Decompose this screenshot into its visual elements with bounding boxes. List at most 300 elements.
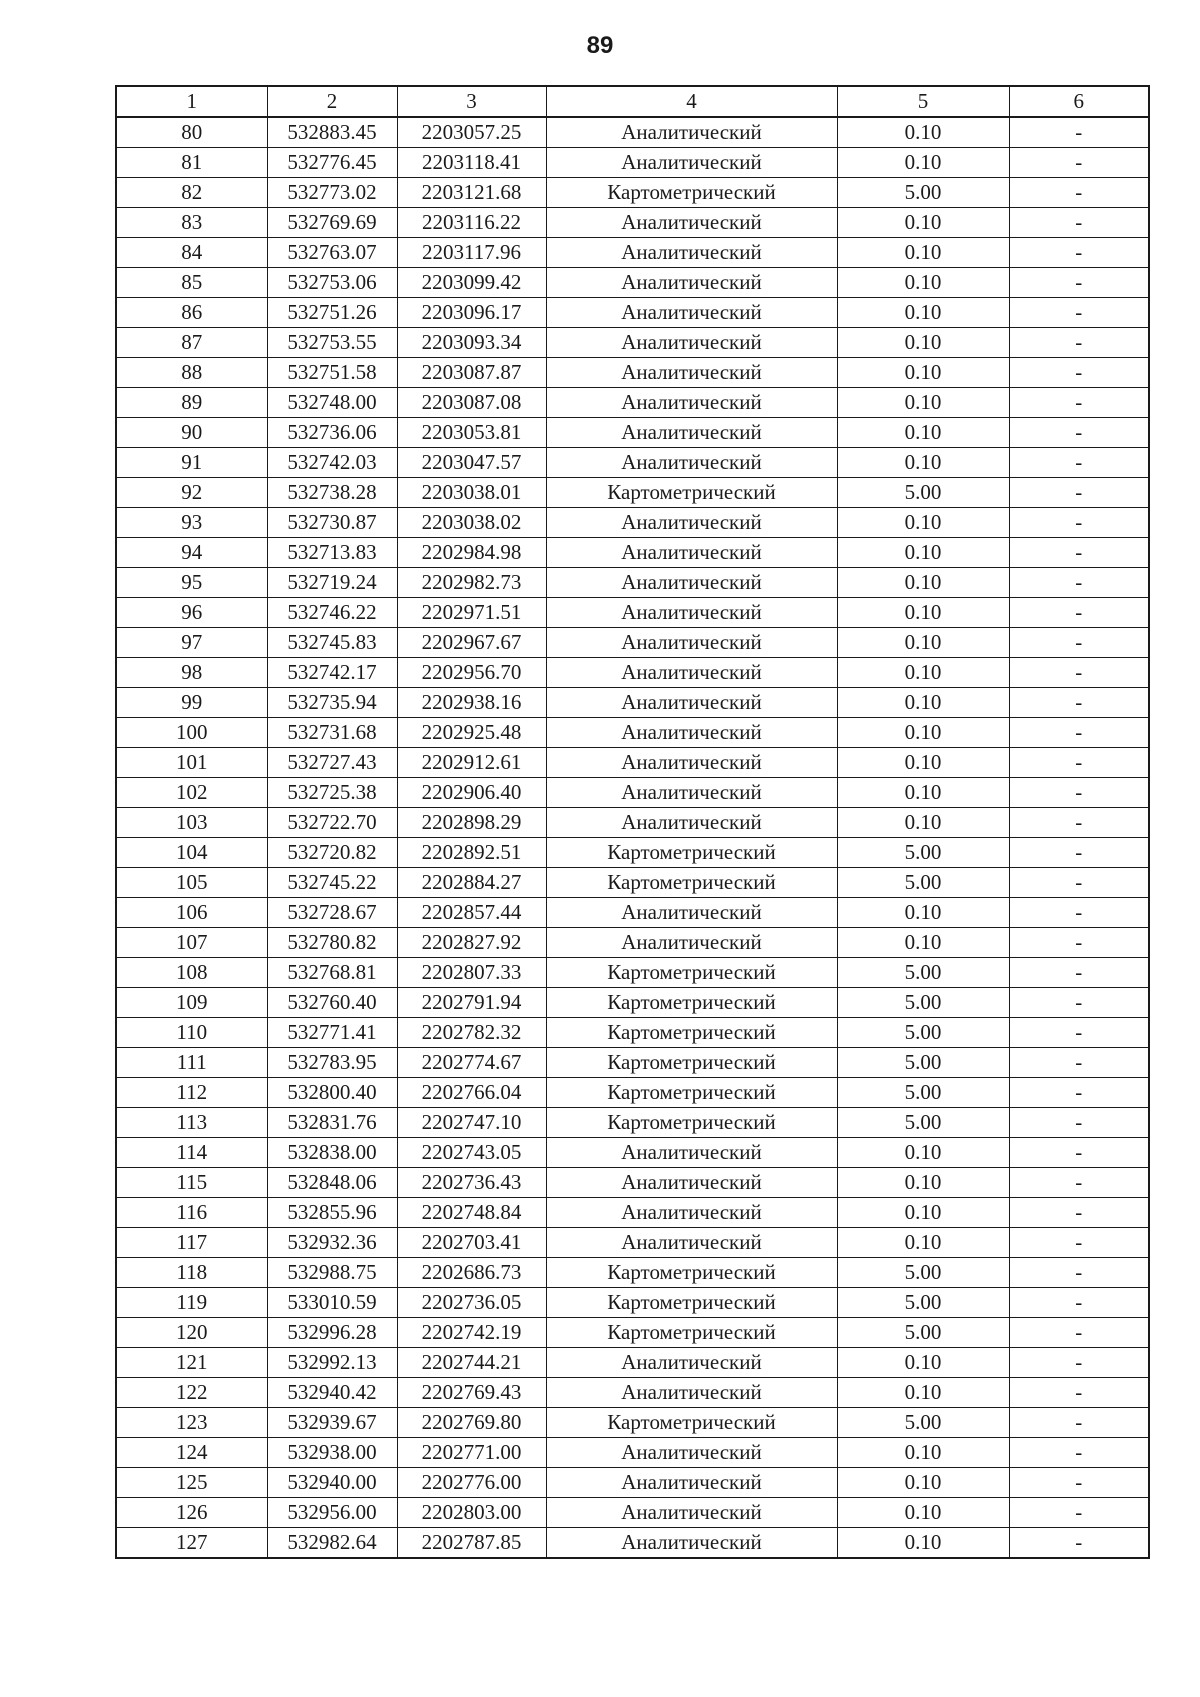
note-cell: -: [1009, 1228, 1149, 1258]
y-coordinate-cell: 2203099.42: [397, 268, 546, 298]
note-cell: -: [1009, 628, 1149, 658]
x-coordinate-cell: 532939.67: [267, 1408, 397, 1438]
table-row: [116, 1078, 1149, 1108]
note-cell: -: [1009, 1438, 1149, 1468]
accuracy-cell: 0.10: [837, 148, 1009, 178]
note-cell: -: [1009, 838, 1149, 868]
accuracy-cell: 0.10: [837, 718, 1009, 748]
column-header-2: 2: [267, 86, 397, 117]
table-row: [116, 1288, 1149, 1318]
point-number-cell: 118: [116, 1258, 267, 1288]
note-cell: -: [1009, 1108, 1149, 1138]
table-row: [116, 148, 1149, 178]
x-coordinate-cell: 532731.68: [267, 718, 397, 748]
point-number-cell: 126: [116, 1498, 267, 1528]
accuracy-cell: 0.10: [837, 208, 1009, 238]
x-coordinate-cell: 532720.82: [267, 838, 397, 868]
y-coordinate-cell: 2202984.98: [397, 538, 546, 568]
note-cell: -: [1009, 1348, 1149, 1378]
method-cell: Аналитический: [546, 117, 837, 148]
note-cell: -: [1009, 778, 1149, 808]
column-header-3: 3: [397, 86, 546, 117]
table-row: [116, 538, 1149, 568]
y-coordinate-cell: 2202857.44: [397, 898, 546, 928]
accuracy-cell: 5.00: [837, 1318, 1009, 1348]
point-number-cell: 112: [116, 1078, 267, 1108]
coordinates-table: [115, 85, 1150, 1559]
table-row: [116, 508, 1149, 538]
method-cell: Аналитический: [546, 1498, 837, 1528]
x-coordinate-cell: 532760.40: [267, 988, 397, 1018]
y-coordinate-cell: 2203038.02: [397, 508, 546, 538]
accuracy-cell: 5.00: [837, 1258, 1009, 1288]
table-row: [116, 117, 1149, 148]
point-number-cell: 108: [116, 958, 267, 988]
note-cell: -: [1009, 568, 1149, 598]
table-row: [116, 1138, 1149, 1168]
column-header-6: 6: [1009, 86, 1149, 117]
x-coordinate-cell: 532848.06: [267, 1168, 397, 1198]
table-row: [116, 928, 1149, 958]
note-cell: -: [1009, 748, 1149, 778]
y-coordinate-cell: 2202736.05: [397, 1288, 546, 1318]
accuracy-cell: 5.00: [837, 1408, 1009, 1438]
note-cell: -: [1009, 358, 1149, 388]
note-cell: -: [1009, 1018, 1149, 1048]
point-number-cell: 105: [116, 868, 267, 898]
table-row: [116, 388, 1149, 418]
point-number-cell: 83: [116, 208, 267, 238]
note-cell: -: [1009, 1378, 1149, 1408]
point-number-cell: 85: [116, 268, 267, 298]
method-cell: Аналитический: [546, 1138, 837, 1168]
accuracy-cell: 0.10: [837, 1198, 1009, 1228]
note-cell: -: [1009, 1078, 1149, 1108]
accuracy-cell: 0.10: [837, 778, 1009, 808]
point-number-cell: 117: [116, 1228, 267, 1258]
y-coordinate-cell: 2202743.05: [397, 1138, 546, 1168]
y-coordinate-cell: 2202803.00: [397, 1498, 546, 1528]
point-number-cell: 116: [116, 1198, 267, 1228]
accuracy-cell: 0.10: [837, 418, 1009, 448]
y-coordinate-cell: 2202769.43: [397, 1378, 546, 1408]
table-row: [116, 568, 1149, 598]
method-cell: Аналитический: [546, 1348, 837, 1378]
method-cell: Аналитический: [546, 778, 837, 808]
y-coordinate-cell: 2202884.27: [397, 868, 546, 898]
x-coordinate-cell: 532738.28: [267, 478, 397, 508]
point-number-cell: 109: [116, 988, 267, 1018]
accuracy-cell: 0.10: [837, 568, 1009, 598]
page-number: 89: [586, 32, 614, 59]
point-number-cell: 113: [116, 1108, 267, 1138]
point-number-cell: 119: [116, 1288, 267, 1318]
point-number-cell: 94: [116, 538, 267, 568]
point-number-cell: 114: [116, 1138, 267, 1168]
y-coordinate-cell: 2203093.34: [397, 328, 546, 358]
accuracy-cell: 5.00: [837, 478, 1009, 508]
method-cell: Картометрический: [546, 178, 837, 208]
x-coordinate-cell: 532940.00: [267, 1468, 397, 1498]
table-row: [116, 1258, 1149, 1288]
point-number-cell: 124: [116, 1438, 267, 1468]
accuracy-cell: 5.00: [837, 958, 1009, 988]
y-coordinate-cell: 2202747.10: [397, 1108, 546, 1138]
accuracy-cell: 0.10: [837, 1228, 1009, 1258]
method-cell: Аналитический: [546, 598, 837, 628]
accuracy-cell: 0.10: [837, 298, 1009, 328]
table-body: [116, 117, 1149, 1558]
x-coordinate-cell: 532725.38: [267, 778, 397, 808]
method-cell: Аналитический: [546, 418, 837, 448]
column-header-1: 1: [116, 86, 267, 117]
x-coordinate-cell: 532932.36: [267, 1228, 397, 1258]
method-cell: Картометрический: [546, 1108, 837, 1138]
method-cell: Аналитический: [546, 718, 837, 748]
point-number-cell: 88: [116, 358, 267, 388]
x-coordinate-cell: 532719.24: [267, 568, 397, 598]
x-coordinate-cell: 532956.00: [267, 1498, 397, 1528]
table-row: [116, 178, 1149, 208]
table-row: [116, 1018, 1149, 1048]
note-cell: -: [1009, 898, 1149, 928]
table-row: [116, 418, 1149, 448]
point-number-cell: 106: [116, 898, 267, 928]
accuracy-cell: 0.10: [837, 748, 1009, 778]
table-row: [116, 628, 1149, 658]
table-row: [116, 1318, 1149, 1348]
x-coordinate-cell: 532938.00: [267, 1438, 397, 1468]
note-cell: -: [1009, 1408, 1149, 1438]
x-coordinate-cell: 532748.00: [267, 388, 397, 418]
note-cell: -: [1009, 1528, 1149, 1559]
method-cell: Картометрический: [546, 838, 837, 868]
method-cell: Аналитический: [546, 358, 837, 388]
y-coordinate-cell: 2202742.19: [397, 1318, 546, 1348]
table-row: [116, 1378, 1149, 1408]
point-number-cell: 122: [116, 1378, 267, 1408]
y-coordinate-cell: 2202791.94: [397, 988, 546, 1018]
accuracy-cell: 5.00: [837, 1288, 1009, 1318]
point-number-cell: 102: [116, 778, 267, 808]
note-cell: -: [1009, 1318, 1149, 1348]
accuracy-cell: 0.10: [837, 388, 1009, 418]
point-number-cell: 81: [116, 148, 267, 178]
method-cell: Аналитический: [546, 208, 837, 238]
table-row: [116, 778, 1149, 808]
note-cell: -: [1009, 1138, 1149, 1168]
y-coordinate-cell: 2202956.70: [397, 658, 546, 688]
note-cell: -: [1009, 1048, 1149, 1078]
table-row: [116, 1198, 1149, 1228]
accuracy-cell: 5.00: [837, 1048, 1009, 1078]
point-number-cell: 120: [116, 1318, 267, 1348]
method-cell: Аналитический: [546, 898, 837, 928]
y-coordinate-cell: 2202766.04: [397, 1078, 546, 1108]
accuracy-cell: 0.10: [837, 1138, 1009, 1168]
y-coordinate-cell: 2202807.33: [397, 958, 546, 988]
accuracy-cell: 0.10: [837, 238, 1009, 268]
accuracy-cell: 0.10: [837, 688, 1009, 718]
x-coordinate-cell: 532773.02: [267, 178, 397, 208]
y-coordinate-cell: 2202971.51: [397, 598, 546, 628]
method-cell: Аналитический: [546, 1228, 837, 1258]
accuracy-cell: 5.00: [837, 1018, 1009, 1048]
method-cell: Аналитический: [546, 1438, 837, 1468]
point-number-cell: 115: [116, 1168, 267, 1198]
x-coordinate-cell: 533010.59: [267, 1288, 397, 1318]
x-coordinate-cell: 532745.22: [267, 868, 397, 898]
accuracy-cell: 0.10: [837, 1468, 1009, 1498]
table-row: [116, 1408, 1149, 1438]
method-cell: Аналитический: [546, 628, 837, 658]
note-cell: -: [1009, 508, 1149, 538]
y-coordinate-cell: 2202703.41: [397, 1228, 546, 1258]
method-cell: Аналитический: [546, 1468, 837, 1498]
x-coordinate-cell: 532883.45: [267, 117, 397, 148]
point-number-cell: 96: [116, 598, 267, 628]
note-cell: -: [1009, 1498, 1149, 1528]
point-number-cell: 90: [116, 418, 267, 448]
accuracy-cell: 0.10: [837, 1168, 1009, 1198]
x-coordinate-cell: 532745.83: [267, 628, 397, 658]
y-coordinate-cell: 2202906.40: [397, 778, 546, 808]
point-number-cell: 127: [116, 1528, 267, 1559]
x-coordinate-cell: 532763.07: [267, 238, 397, 268]
point-number-cell: 111: [116, 1048, 267, 1078]
method-cell: Картометрический: [546, 958, 837, 988]
method-cell: Аналитический: [546, 448, 837, 478]
method-cell: Аналитический: [546, 238, 837, 268]
method-cell: Аналитический: [546, 748, 837, 778]
table-row: [116, 238, 1149, 268]
table-row: [116, 1468, 1149, 1498]
point-number-cell: 92: [116, 478, 267, 508]
x-coordinate-cell: 532722.70: [267, 808, 397, 838]
x-coordinate-cell: 532940.42: [267, 1378, 397, 1408]
accuracy-cell: 0.10: [837, 1528, 1009, 1559]
note-cell: -: [1009, 328, 1149, 358]
method-cell: Аналитический: [546, 1378, 837, 1408]
accuracy-cell: 0.10: [837, 1348, 1009, 1378]
x-coordinate-cell: 532746.22: [267, 598, 397, 628]
x-coordinate-cell: 532742.03: [267, 448, 397, 478]
table-row: [116, 1168, 1149, 1198]
y-coordinate-cell: 2203096.17: [397, 298, 546, 328]
accuracy-cell: 0.10: [837, 1498, 1009, 1528]
method-cell: Аналитический: [546, 328, 837, 358]
table-row: [116, 1108, 1149, 1138]
method-cell: Картометрический: [546, 1018, 837, 1048]
column-header-4: 4: [546, 86, 837, 117]
method-cell: Аналитический: [546, 148, 837, 178]
table-row: [116, 958, 1149, 988]
note-cell: -: [1009, 928, 1149, 958]
method-cell: Картометрический: [546, 1288, 837, 1318]
y-coordinate-cell: 2203057.25: [397, 117, 546, 148]
y-coordinate-cell: 2202776.00: [397, 1468, 546, 1498]
table-row: [116, 1528, 1149, 1559]
accuracy-cell: 0.10: [837, 808, 1009, 838]
point-number-cell: 93: [116, 508, 267, 538]
note-cell: -: [1009, 148, 1149, 178]
note-cell: -: [1009, 958, 1149, 988]
y-coordinate-cell: 2203117.96: [397, 238, 546, 268]
note-cell: -: [1009, 178, 1149, 208]
note-cell: -: [1009, 718, 1149, 748]
note-cell: -: [1009, 238, 1149, 268]
x-coordinate-cell: 532769.69: [267, 208, 397, 238]
note-cell: -: [1009, 298, 1149, 328]
method-cell: Аналитический: [546, 1168, 837, 1198]
y-coordinate-cell: 2203118.41: [397, 148, 546, 178]
point-number-cell: 121: [116, 1348, 267, 1378]
accuracy-cell: 5.00: [837, 1078, 1009, 1108]
table-header: [116, 86, 1149, 117]
y-coordinate-cell: 2202748.84: [397, 1198, 546, 1228]
table-row: [116, 688, 1149, 718]
accuracy-cell: 5.00: [837, 178, 1009, 208]
note-cell: -: [1009, 268, 1149, 298]
y-coordinate-cell: 2202782.32: [397, 1018, 546, 1048]
y-coordinate-cell: 2202686.73: [397, 1258, 546, 1288]
method-cell: Аналитический: [546, 808, 837, 838]
note-cell: -: [1009, 388, 1149, 418]
table-row: [116, 898, 1149, 928]
accuracy-cell: 0.10: [837, 658, 1009, 688]
accuracy-cell: 0.10: [837, 538, 1009, 568]
method-cell: Картометрический: [546, 868, 837, 898]
note-cell: -: [1009, 538, 1149, 568]
note-cell: -: [1009, 1288, 1149, 1318]
method-cell: Картометрический: [546, 1318, 837, 1348]
table-row: [116, 448, 1149, 478]
table-row: [116, 208, 1149, 238]
x-coordinate-cell: 532776.45: [267, 148, 397, 178]
note-cell: -: [1009, 658, 1149, 688]
point-number-cell: 125: [116, 1468, 267, 1498]
point-number-cell: 82: [116, 178, 267, 208]
accuracy-cell: 5.00: [837, 868, 1009, 898]
point-number-cell: 101: [116, 748, 267, 778]
x-coordinate-cell: 532735.94: [267, 688, 397, 718]
y-coordinate-cell: 2203087.87: [397, 358, 546, 388]
y-coordinate-cell: 2202787.85: [397, 1528, 546, 1559]
note-cell: -: [1009, 448, 1149, 478]
method-cell: Аналитический: [546, 388, 837, 418]
accuracy-cell: 0.10: [837, 898, 1009, 928]
accuracy-cell: 0.10: [837, 928, 1009, 958]
method-cell: Картометрический: [546, 1258, 837, 1288]
method-cell: Картометрический: [546, 988, 837, 1018]
x-coordinate-cell: 532982.64: [267, 1528, 397, 1559]
method-cell: Картометрический: [546, 1408, 837, 1438]
x-coordinate-cell: 532713.83: [267, 538, 397, 568]
x-coordinate-cell: 532800.40: [267, 1078, 397, 1108]
note-cell: -: [1009, 478, 1149, 508]
accuracy-cell: 0.10: [837, 448, 1009, 478]
x-coordinate-cell: 532736.06: [267, 418, 397, 448]
accuracy-cell: 5.00: [837, 838, 1009, 868]
x-coordinate-cell: 532753.55: [267, 328, 397, 358]
x-coordinate-cell: 532751.26: [267, 298, 397, 328]
method-cell: Аналитический: [546, 298, 837, 328]
table-row: [116, 838, 1149, 868]
note-cell: -: [1009, 208, 1149, 238]
y-coordinate-cell: 2202771.00: [397, 1438, 546, 1468]
column-header-5: 5: [837, 86, 1009, 117]
x-coordinate-cell: 532831.76: [267, 1108, 397, 1138]
point-number-cell: 80: [116, 117, 267, 148]
y-coordinate-cell: 2202744.21: [397, 1348, 546, 1378]
y-coordinate-cell: 2203116.22: [397, 208, 546, 238]
accuracy-cell: 0.10: [837, 628, 1009, 658]
accuracy-cell: 0.10: [837, 358, 1009, 388]
note-cell: -: [1009, 1168, 1149, 1198]
point-number-cell: 103: [116, 808, 267, 838]
table-row: [116, 328, 1149, 358]
accuracy-cell: 5.00: [837, 988, 1009, 1018]
accuracy-cell: 0.10: [837, 1438, 1009, 1468]
x-coordinate-cell: 532771.41: [267, 1018, 397, 1048]
table-row: [116, 1228, 1149, 1258]
note-cell: -: [1009, 1258, 1149, 1288]
point-number-cell: 97: [116, 628, 267, 658]
y-coordinate-cell: 2202774.67: [397, 1048, 546, 1078]
x-coordinate-cell: 532988.75: [267, 1258, 397, 1288]
method-cell: Аналитический: [546, 688, 837, 718]
method-cell: Картометрический: [546, 1048, 837, 1078]
note-cell: -: [1009, 688, 1149, 718]
table-row: [116, 268, 1149, 298]
note-cell: -: [1009, 117, 1149, 148]
y-coordinate-cell: 2202769.80: [397, 1408, 546, 1438]
method-cell: Аналитический: [546, 1198, 837, 1228]
table-row: [116, 718, 1149, 748]
y-coordinate-cell: 2203047.57: [397, 448, 546, 478]
accuracy-cell: 0.10: [837, 508, 1009, 538]
point-number-cell: 86: [116, 298, 267, 328]
accuracy-cell: 0.10: [837, 598, 1009, 628]
y-coordinate-cell: 2202967.67: [397, 628, 546, 658]
y-coordinate-cell: 2202938.16: [397, 688, 546, 718]
point-number-cell: 99: [116, 688, 267, 718]
method-cell: Аналитический: [546, 538, 837, 568]
point-number-cell: 100: [116, 718, 267, 748]
point-number-cell: 87: [116, 328, 267, 358]
accuracy-cell: 0.10: [837, 117, 1009, 148]
method-cell: Аналитический: [546, 928, 837, 958]
point-number-cell: 107: [116, 928, 267, 958]
note-cell: -: [1009, 1198, 1149, 1228]
table-row: [116, 1438, 1149, 1468]
y-coordinate-cell: 2203087.08: [397, 388, 546, 418]
point-number-cell: 95: [116, 568, 267, 598]
y-coordinate-cell: 2202898.29: [397, 808, 546, 838]
method-cell: Картометрический: [546, 1078, 837, 1108]
point-number-cell: 123: [116, 1408, 267, 1438]
x-coordinate-cell: 532768.81: [267, 958, 397, 988]
y-coordinate-cell: 2202912.61: [397, 748, 546, 778]
x-coordinate-cell: 532753.06: [267, 268, 397, 298]
accuracy-cell: 0.10: [837, 1378, 1009, 1408]
table-row: [116, 1048, 1149, 1078]
y-coordinate-cell: 2202925.48: [397, 718, 546, 748]
note-cell: -: [1009, 1468, 1149, 1498]
accuracy-cell: 0.10: [837, 268, 1009, 298]
x-coordinate-cell: 532838.00: [267, 1138, 397, 1168]
point-number-cell: 110: [116, 1018, 267, 1048]
